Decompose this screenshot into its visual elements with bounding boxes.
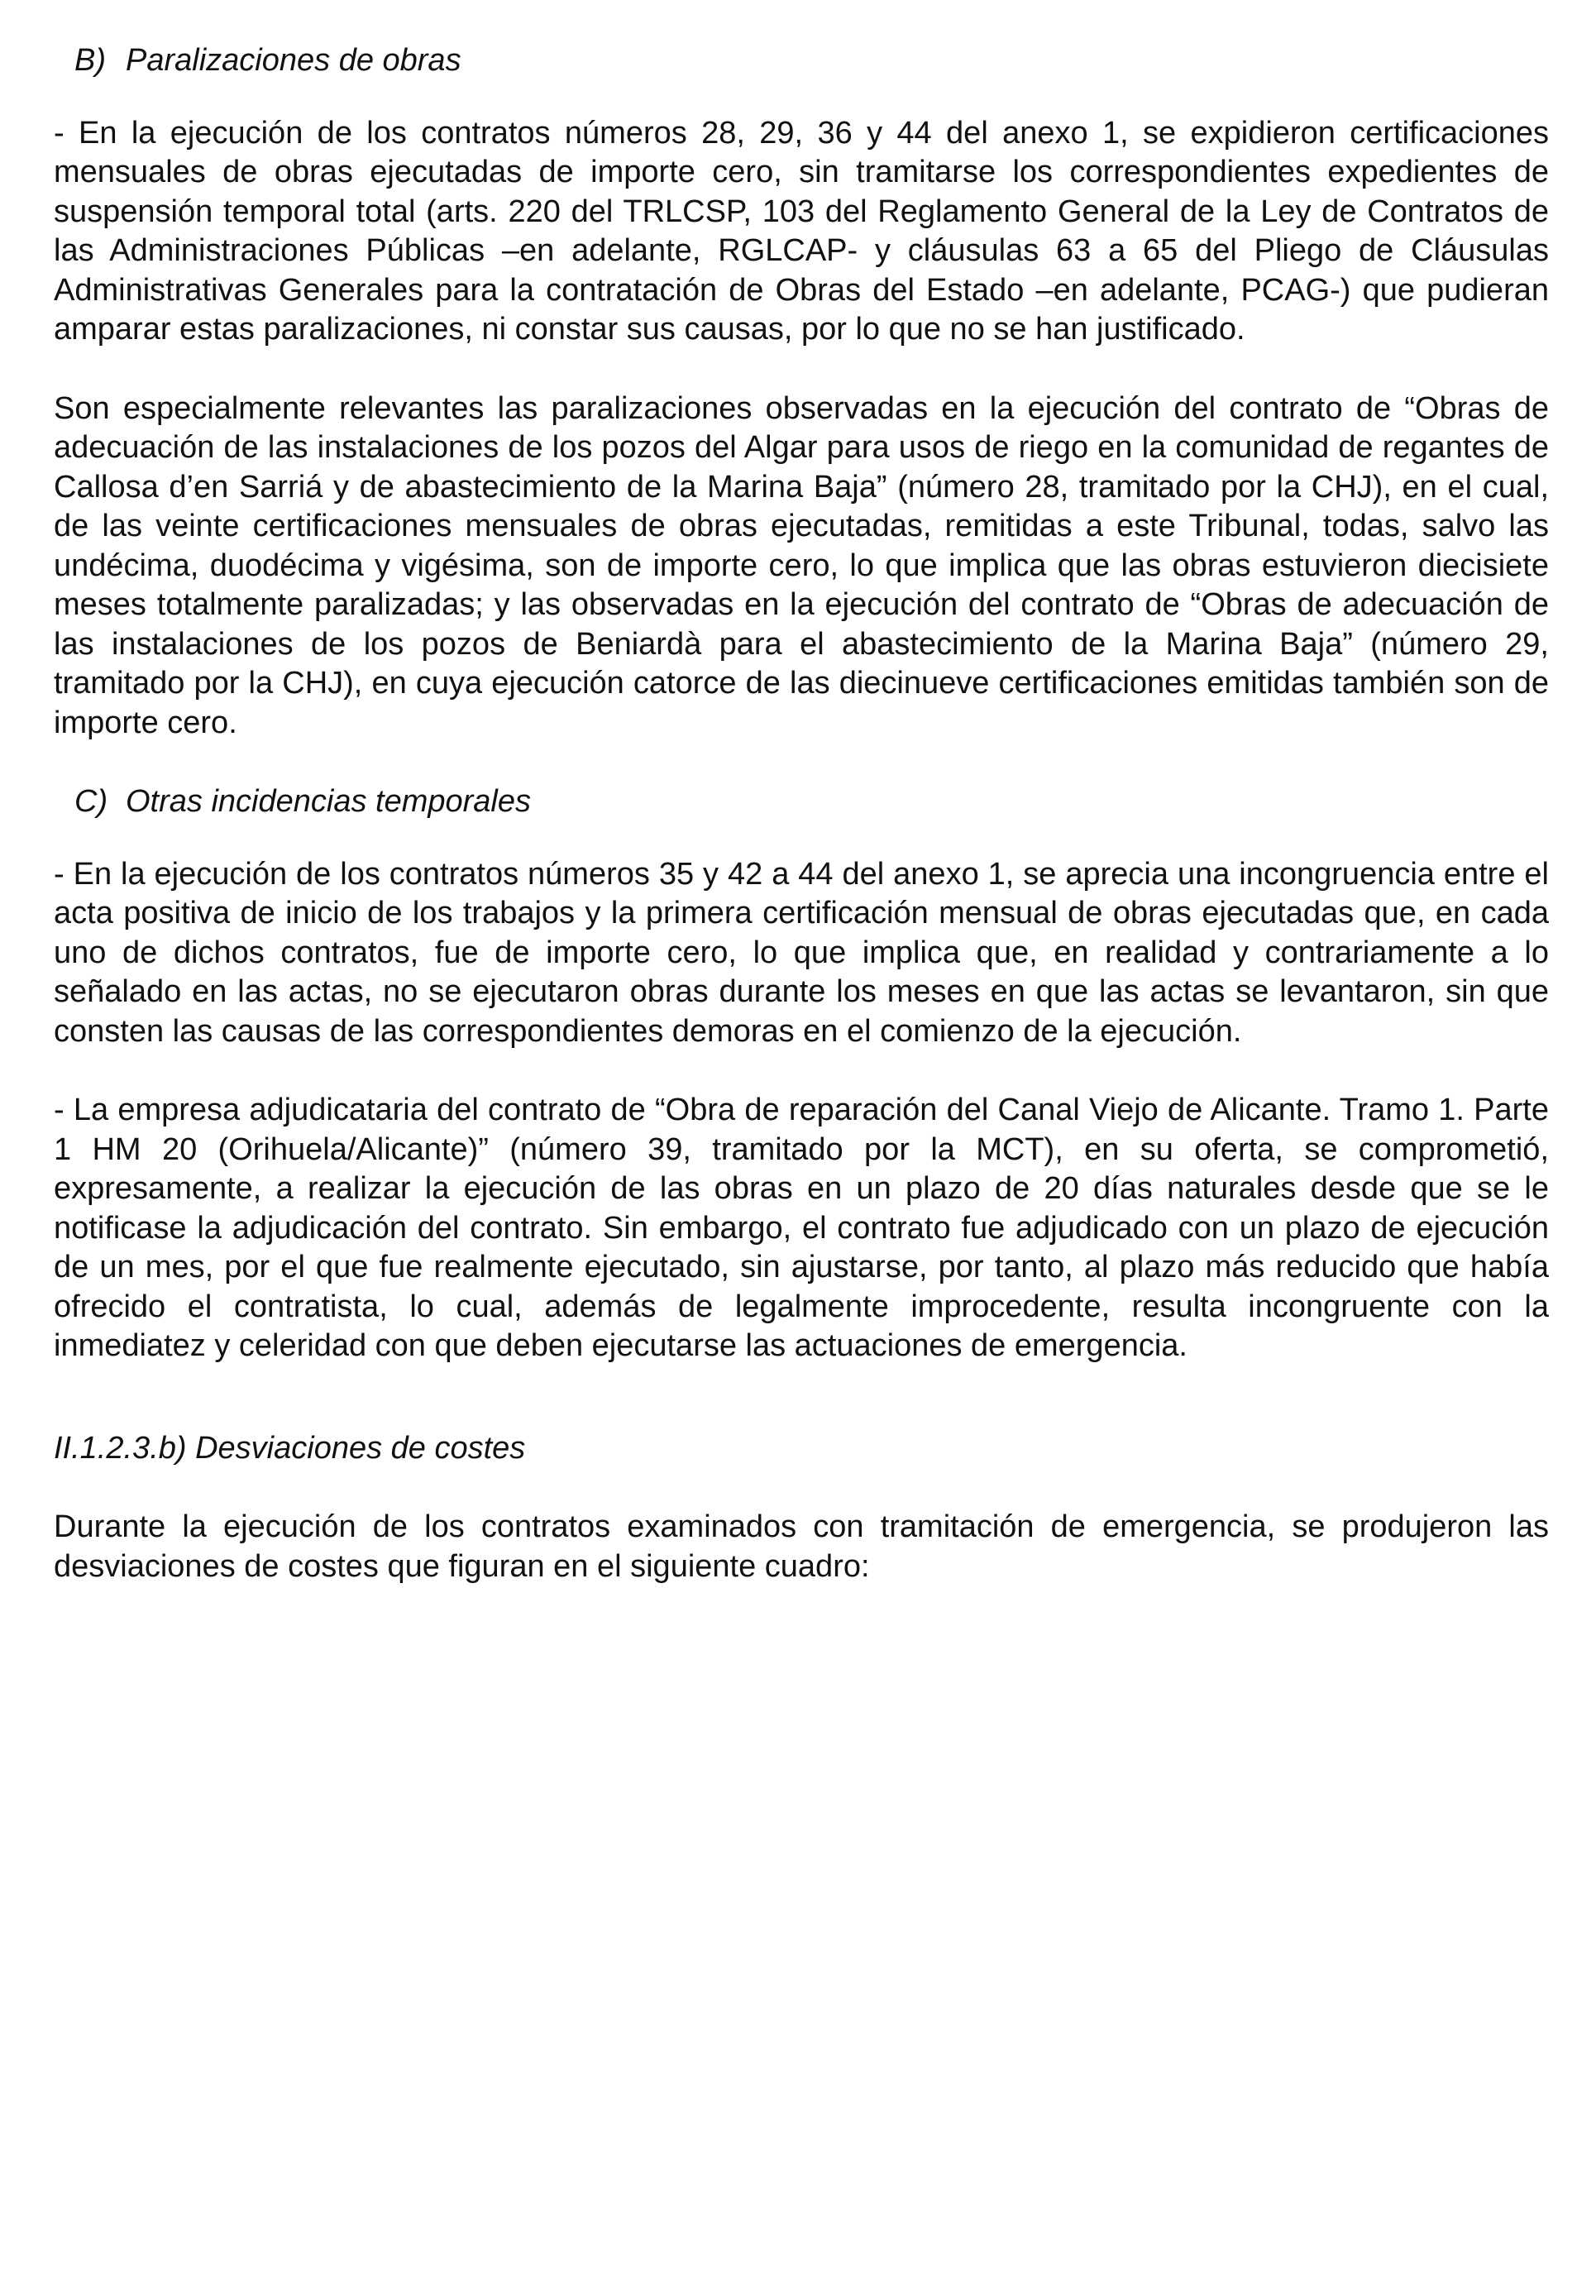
- section-heading-desviaciones: II.1.2.3.b) Desviaciones de costes: [54, 1430, 526, 1466]
- paragraph-desviaciones-1: Durante la ejecución de los contratos examinados con tramitación de emergencia, se produjeron las desviaciones de costes que figuran en el siguiente cuadro:: [54, 1509, 1549, 1584]
- subheading-otras-incidencias: [54, 782, 1549, 822]
- paragraph-paralizaciones-2: Son especialmente relevantes las paralizaciones observadas en la ejecución del contrato de “Obras de adecuación de las instalaciones de los pozos del Algar para usos de riego en la comunidad de regantes de Callosa d’en Sarriá y de abastecimiento de la Marina Baja” (número 28, tramitado por la CHJ), en el cual, de las veinte certificaciones mensuales de obras ejecutadas, remitidas a este Tribunal, todas, salvo las undécima, duodécima y vigésima, son de importe cero, lo que implica que las obras estuvieron diecisiete meses totalmente paralizadas; y las observadas en la ejecución del contrato de “Obras de adecuación de las instalaciones de los pozos de Beniardà para el abastecimiento de la Marina Baja” (número 29, tramitado por la CHJ), en cuya ejecución catorce de las diecinueve certificaciones emitidas también son de importe cero.: [54, 390, 1549, 740]
- document-page: [54, 41, 1549, 1586]
- paragraph-paralizaciones-1: - En la ejecución de los contratos números 28, 29, 36 y 44 del anexo 1, se expidieron certificaciones mensuales de obras ejecutadas de importe cero, sin tramitarse los correspondientes expedientes de suspensión temporal total (arts. 220 del TRLCSP, 103 del Reglamento General de la Ley de Contratos de las Administraciones Públicas –en adelante, RGLCAP- y cláusulas 63 a 65 del Pliego de Cláusulas Administrativas Generales para la contratación de Obras del Estado –en adelante, PCAG-) que pudieran amparar estas paralizaciones, ni constar sus causas, por lo que no se han justificado.: [54, 115, 1549, 347]
- subheading-title: Otras incidencias temporales: [126, 784, 531, 819]
- subheading-title: Paralizaciones de obras: [126, 43, 461, 78]
- paragraph-otras-2: - La empresa adjudicataria del contrato de “Obra de reparación del Canal Viejo de Alicante. Tramo 1. Parte 1 HM 20 (Orihuela/Alicante)” (número 39, tramitado por la MCT), en su oferta, se comprometió, expresamente, a realizar la ejecución de las obras en un plazo de 20 días naturales desde que se le notificase la adjudicación del contrato. Sin embargo, el contrato fue adjudicado con un plazo de ejecución de un mes, por el que fue realmente ejecutado, sin ajustarse, por tanto, al plazo más reducido que había ofrecido el contratista, lo cual, además de legalmente improcedente, resulta incongruente con la inmediatez y celeridad con que deben ejecutarse las actuaciones de emergencia.: [54, 1093, 1549, 1363]
- paragraph-otras-1: - En la ejecución de los contratos números 35 y 42 a 44 del anexo 1, se aprecia una incongruencia entre el acta positiva de inicio de los trabajos y la primera certificación mensual de obras ejecutadas que, en cada uno de dichos contratos, fue de importe cero, lo que implica que, en realidad y contrariamente a lo señalado en las actas, no se ejecutaron obras durante los meses en que las actas se levantaron, sin que consten las causas de las correspondientes demoras en el comienzo de la ejecución.: [54, 856, 1549, 1049]
- subheading-letter: B): [74, 43, 106, 78]
- subheading-paralizaciones: [54, 41, 1549, 81]
- subheading-letter: C): [74, 784, 108, 819]
